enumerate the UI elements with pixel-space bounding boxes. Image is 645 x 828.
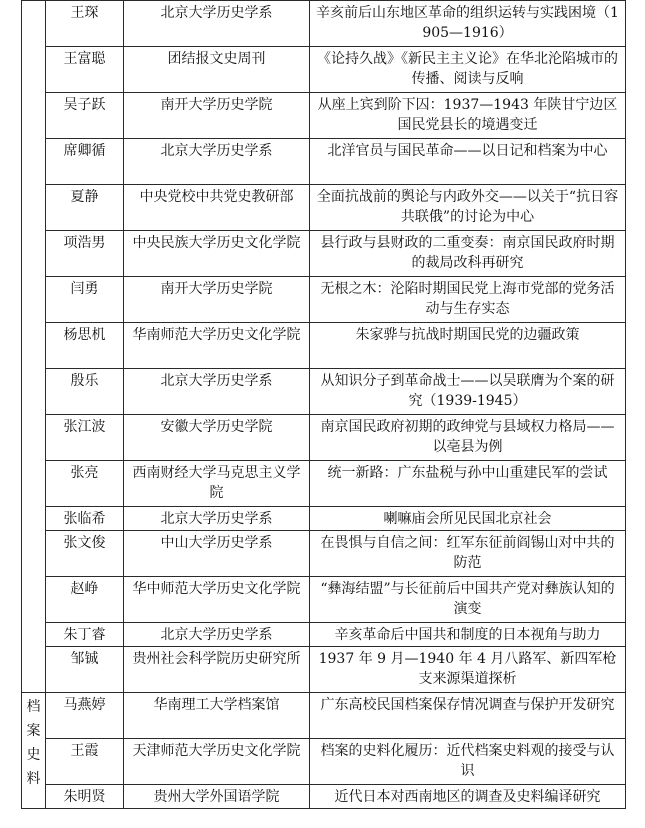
category-label: 档案史料 (26, 699, 41, 787)
institution: 北京大学历史学系 (124, 139, 310, 185)
author-name: 邹铖 (46, 647, 124, 693)
awardee-table (21, 0, 626, 809)
table-row (22, 785, 626, 809)
table-row (22, 577, 626, 623)
institution: 天津师范大学历史文化学院 (124, 739, 310, 785)
paper-title: 档案的史料化履历：近代档案史料观的接受与认识 (310, 739, 626, 785)
institution: 北京大学历史学系 (124, 507, 310, 531)
paper-title: 朱家骅与抗战时期国民党的边疆政策 (310, 323, 626, 369)
paper-title: 统一新路：广东盐税与孙中山重建民军的尝试 (310, 461, 626, 507)
category-cell (22, 1, 46, 693)
institution: 北京大学历史学系 (124, 1, 310, 47)
paper-title: 在畏惧与自信之间：红军东征前阎锡山对中共的防范 (310, 531, 626, 577)
author-name: 夏静 (46, 185, 124, 231)
author-name: 张文俊 (46, 531, 124, 577)
author-name: 张江波 (46, 415, 124, 461)
paper-title: 近代日本对西南地区的调查及史料编译研究 (310, 785, 626, 809)
paper-title: 县行政与县财政的二重变奏：南京国民政府时期的裁局改科再研究 (310, 231, 626, 277)
table-row (22, 693, 626, 739)
institution: 南开大学历史学院 (124, 93, 310, 139)
paper-title: 从座上宾到阶下囚：1937—1943 年陕甘宁边区国民党县长的境遇变迁 (310, 93, 626, 139)
institution: 华南理工大学档案馆 (124, 693, 310, 739)
author-name: 王琛 (46, 1, 124, 47)
author-name: 赵峥 (46, 577, 124, 623)
table-row (22, 369, 626, 415)
author-name: 朱明贤 (46, 785, 124, 809)
author-name: 席卿循 (46, 139, 124, 185)
table-row (22, 139, 626, 185)
paper-title: 辛亥革命后中国共和制度的日本视角与助力 (310, 623, 626, 647)
table-row (22, 623, 626, 647)
paper-title: 1937 年 9 月—1940 年 4 月八路军、新四军枪支来源渠道探析 (310, 647, 626, 693)
institution: 南开大学历史学院 (124, 277, 310, 323)
paper-title: 全面抗战前的舆论与内政外交——以关于“抗日容共联俄”的讨论为中心 (310, 185, 626, 231)
institution: 团结报文史周刊 (124, 47, 310, 93)
table-row (22, 531, 626, 577)
table-row (22, 231, 626, 277)
author-name: 王富聪 (46, 47, 124, 93)
author-name: 殷乐 (46, 369, 124, 415)
author-name: 吴子跃 (46, 93, 124, 139)
paper-title: 无根之木：沦陷时期国民党上海市党部的党务活动与生存实态 (310, 277, 626, 323)
author-name: 杨思机 (46, 323, 124, 369)
institution: 中山大学历史学系 (124, 531, 310, 577)
author-name: 闫勇 (46, 277, 124, 323)
institution: 贵州社会科学院历史研究所 (124, 647, 310, 693)
table-row (22, 185, 626, 231)
table-row (22, 1, 626, 47)
institution: 北京大学历史学系 (124, 623, 310, 647)
institution: 西南财经大学马克思主义学院 (124, 461, 310, 507)
table-row (22, 93, 626, 139)
paper-title: 广东高校民国档案保存情况调查与保护开发研究 (310, 693, 626, 739)
institution: 华中师范大学历史文化学院 (124, 577, 310, 623)
institution: 中央民族大学历史文化学院 (124, 231, 310, 277)
author-name: 项浩男 (46, 231, 124, 277)
institution: 中央党校中共党史教研部 (124, 185, 310, 231)
author-name: 朱丁睿 (46, 623, 124, 647)
table-row (22, 323, 626, 369)
table-row (22, 47, 626, 93)
table-row (22, 507, 626, 531)
table-row (22, 461, 626, 507)
paper-title: 《论持久战》《新民主主义论》在华北沦陷城市的传播、阅读与反响 (310, 47, 626, 93)
paper-title: 从知识分子到革命战士——以吴联膺为个案的研究（1939-1945） (310, 369, 626, 415)
paper-title: 喇嘛庙会所见民国北京社会 (310, 507, 626, 531)
author-name: 张临希 (46, 507, 124, 531)
paper-title: 北洋官员与国民革命——以日记和档案为中心 (310, 139, 626, 185)
author-name: 张亮 (46, 461, 124, 507)
author-name: 马燕婷 (46, 693, 124, 739)
institution: 安徽大学历史学院 (124, 415, 310, 461)
category-cell (22, 693, 46, 809)
paper-title: 辛亥前后山东地区革命的组织运转与实践困境（1905—1916） (310, 1, 626, 47)
table-row (22, 647, 626, 693)
paper-title: “彝海结盟”与长征前后中国共产党对彝族认知的演变 (310, 577, 626, 623)
author-name: 王霞 (46, 739, 124, 785)
institution: 北京大学历史学系 (124, 369, 310, 415)
institution: 贵州大学外国语学院 (124, 785, 310, 809)
table-row (22, 739, 626, 785)
table-row (22, 277, 626, 323)
paper-title: 南京国民政府初期的政绅党与县域权力格局——以亳县为例 (310, 415, 626, 461)
institution: 华南师范大学历史文化学院 (124, 323, 310, 369)
table-row (22, 415, 626, 461)
